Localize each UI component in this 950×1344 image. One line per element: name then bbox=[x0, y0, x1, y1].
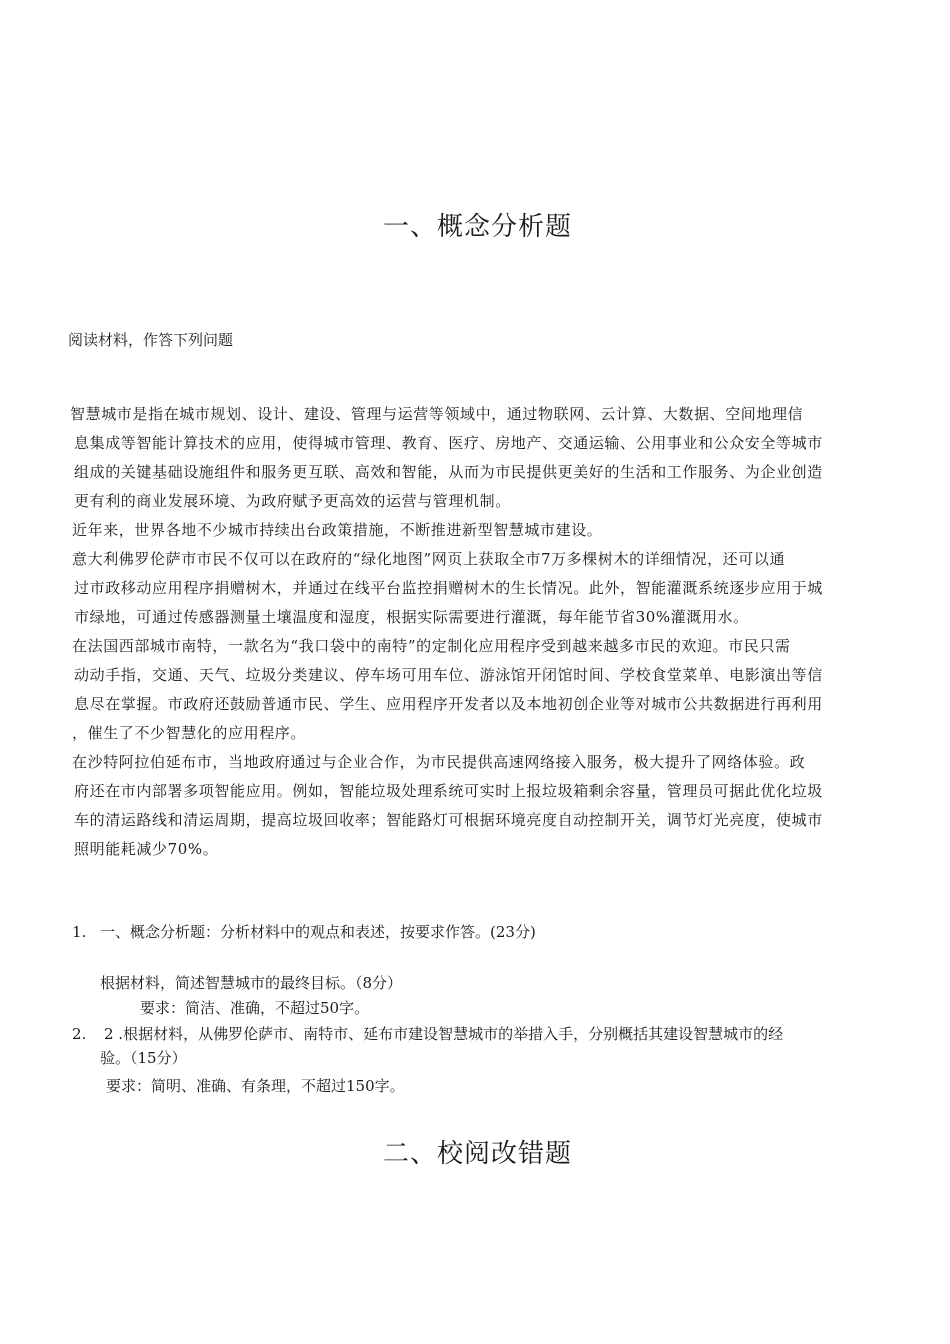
question-requirement: 要求：简明、准确、有条理，不超过150字。 bbox=[106, 1077, 405, 1095]
material-line: 息集成等智能计算技术的应用，使得城市管理、教育、医疗、房地产、交通运输、公用事业和公众安全等城市 bbox=[74, 434, 823, 452]
section-title-2: 二、校阅改错题 bbox=[383, 1139, 573, 1169]
material-line: 近年来，世界各地不少城市持续出台政策措施，不断推进新型智慧城市建设。 bbox=[72, 521, 603, 539]
material-line: 智慧城市是指在城市规划、设计、建设、管理与运营等领域中，通过物联网、云计算、大数据、空间地理信 bbox=[70, 405, 804, 423]
material-line: 车的清运路线和清运周期，提高垃圾回收率；智能路灯可根据环境亮度自动控制开关，调节灯光亮度，使城市 bbox=[74, 811, 823, 829]
question-number: 2. bbox=[72, 1025, 87, 1043]
material-line: 在法国西部城市南特，一款名为“我口袋中的南特”的定制化应用程序受到越来越多市民的欢迎。市民只需 bbox=[72, 637, 791, 655]
question-text: 一、概念分析题：分析材料中的观点和表述，按要求作答。(23分) bbox=[100, 923, 536, 941]
material-line: 在沙特阿拉伯延布市，当地政府通过与企业合作，为市民提供高速网络接入服务，极大提升了网络体验。政 bbox=[72, 753, 806, 771]
material-line: 组成的关键基础设施组件和服务更互联、高效和智能，从而为市民提供更美好的生活和工作服务、为企业创造 bbox=[74, 463, 823, 481]
material-line: ，催生了不少智慧化的应用程序。 bbox=[72, 724, 307, 742]
question-text: 验。（15分） bbox=[100, 1049, 187, 1067]
material-line: 意大利佛罗伦萨市市民不仅可以在政府的“绿化地图”网页上获取全市7万多棵树木的详细情况，还可以通 bbox=[72, 550, 786, 568]
question-subtext: 根据材料，简述智慧城市的最终目标。（8分） bbox=[100, 974, 403, 992]
material-line: 更有利的商业发展环境、为政府赋予更高效的运营与管理机制。 bbox=[74, 492, 511, 510]
material-line: 过市政移动应用程序捐赠树木，并通过在线平台监控捐赠树木的生长情况。此外，智能灌溉系统逐步应用于城 bbox=[74, 579, 823, 597]
material-line: 市绿地，可通过传感器测量土壤温度和湿度，根据实际需要进行灌溉，每年能节省30%灌溉用水。 bbox=[74, 608, 749, 626]
section-title-1: 一、概念分析题 bbox=[383, 212, 573, 242]
material-line: 息尽在掌握。市政府还鼓励普通市民、学生、应用程序开发者以及本地初创企业等对城市公共数据进行再利用 bbox=[74, 695, 823, 713]
instruction-text: 阅读材料，作答下列问题 bbox=[68, 331, 234, 349]
question-requirement: 要求：简洁、准确，不超过50字。 bbox=[140, 999, 370, 1017]
question-number: 1. bbox=[72, 923, 87, 941]
question-text: 2 .根据材料，从佛罗伦萨市、南特市、延布市建设智慧城市的举措入手，分别概括其建设智慧城市的经 bbox=[104, 1025, 784, 1043]
material-line: 动动手指，交通、天气、垃圾分类建议、停车场可用车位、游泳馆开闭馆时间、学校食堂菜单、电影演出等信 bbox=[74, 666, 823, 684]
material-line: 照明能耗减少70%。 bbox=[74, 840, 219, 858]
material-line: 府还在市内部署多项智能应用。例如，智能垃圾处理系统可实时上报垃圾箱剩余容量，管理员可据此优化垃圾 bbox=[74, 782, 823, 800]
